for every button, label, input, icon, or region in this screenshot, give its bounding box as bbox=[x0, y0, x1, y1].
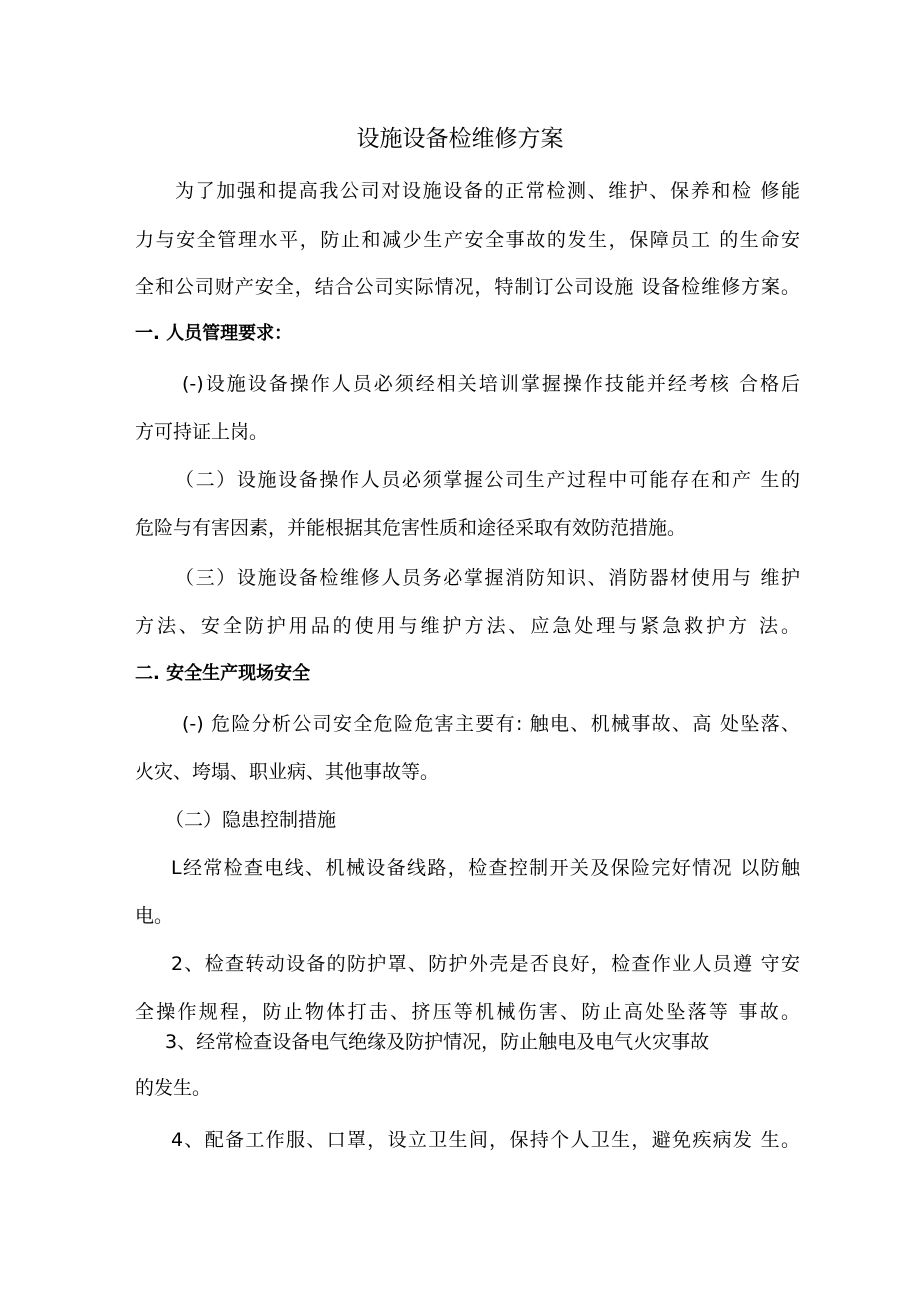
paragraph-line: 2、检查转动设备的防护罩、防护外壳是否良好，检查作业人员遵 守安 bbox=[171, 953, 800, 975]
paragraph-line: 力与安全管理水平，防止和减少生产安全事故的发生，保障员工 的生命安 bbox=[135, 229, 800, 251]
paragraph-line: （二）设施设备操作人员必须掌握公司生产过程中可能存在和产 生的 bbox=[175, 469, 800, 491]
paragraph-line: 为了加强和提高我公司对设施设备的正常检测、维护、保养和检 修能 bbox=[175, 180, 800, 202]
paragraph-line: (-) 危险分析公司安全危险危害主要有: 触电、机械事故、高 处坠落、 bbox=[182, 713, 800, 735]
paragraph-line: 的发生。 bbox=[135, 1077, 212, 1099]
paragraph-line: 方可持证上岗。 bbox=[135, 421, 269, 443]
section-heading: 二. 安全生产现场安全 bbox=[135, 663, 311, 684]
paragraph-line: 电。 bbox=[135, 905, 174, 927]
paragraph-line: 3、经常检查设备电气绝缘及防护情况，防止触电及电气火灾事故 bbox=[165, 1031, 710, 1053]
paragraph-line: （二）隐患控制措施 bbox=[165, 809, 337, 831]
paragraph-line: 危险与有害因素，并能根据其危害性质和途径采取有效防范措施。 bbox=[135, 517, 687, 539]
document-title: 设施设备检维修方案 bbox=[356, 126, 564, 152]
paragraph-line: 4、配备工作服、口罩，设立卫生间，保持个人卫生，避免疾病发 生。 bbox=[171, 1129, 800, 1151]
paragraph-line: （三）设施设备检维修人员务必掌握消防知识、消防器材使用与 维护 bbox=[175, 567, 800, 589]
paragraph-line: L经常检查电线、机械设备线路，检查控制开关及保险完好情况 以防触 bbox=[171, 857, 800, 879]
paragraph-line: 全操作规程，防止物体打击、挤压等机械伤害、防止高处坠落等 事故。 bbox=[135, 1001, 800, 1023]
paragraph-line: 方法、安全防护用品的使用与维护方法、应急处理与紧急救护方 法。 bbox=[135, 615, 800, 637]
paragraph-line: 全和公司财产安全，结合公司实际情况，特制订公司设施 设备检维修方案。 bbox=[135, 276, 800, 298]
section-heading: 一. 人员管理要求： bbox=[135, 323, 293, 344]
paragraph-line: (-)设施设备操作人员必须经相关培训掌握操作技能并经考核 合格后 bbox=[182, 373, 800, 395]
paragraph-line: 火灾、垮塌、职业病、其他事故等。 bbox=[135, 761, 440, 783]
